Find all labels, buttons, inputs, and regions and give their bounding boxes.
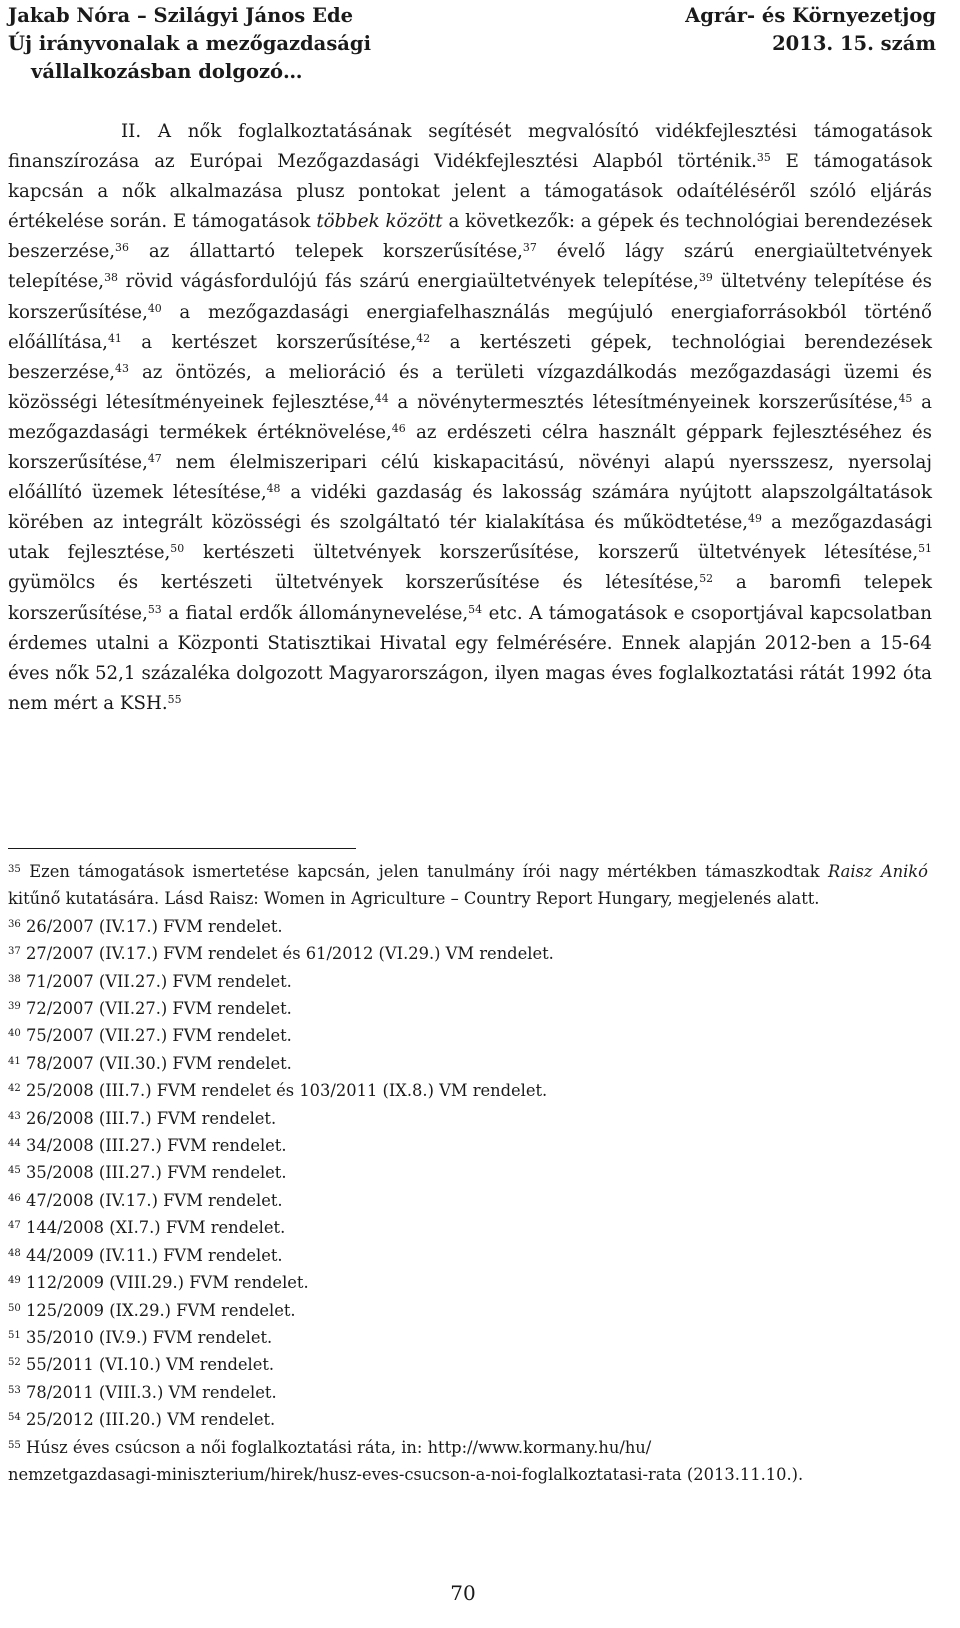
- footnote-text: 78/2011 (VIII.3.) VM rendelet.: [20, 1382, 277, 1402]
- footnote-text: 25/2008 (III.7.) FVM rendelet és 103/2011 (IX.8.) VM rendelet.: [20, 1081, 548, 1101]
- footnote-text: 112/2009 (VIII.29.) FVM rendelet.: [20, 1273, 309, 1293]
- footnote-ref[interactable]: 47: [147, 452, 162, 466]
- text-run: a növénytermesztés létesítményeinek korszerűsítése,: [388, 391, 899, 413]
- footnote-text: 78/2007 (VII.30.) FVM rendelet.: [20, 1053, 292, 1073]
- footnote-number: 43: [8, 1110, 21, 1122]
- footnote-ref[interactable]: 44: [374, 391, 389, 405]
- footnote-ref[interactable]: 50: [170, 542, 185, 556]
- footnote-ref[interactable]: 49: [748, 512, 762, 526]
- footnote-ref[interactable]: 36: [115, 241, 129, 255]
- footnote-text: 34/2008 (III.27.) FVM rendelet.: [20, 1136, 287, 1156]
- footnote-number: 52: [8, 1357, 21, 1369]
- header-title-line2: vállalkozásban dolgozó…: [31, 60, 303, 83]
- header-title-line1: Új irányvonalak a mezőgazdasági: [8, 32, 371, 55]
- footnote-text: Ezen támogatások ismertetése kapcsán, jelen tanulmány írói nagy mértékben támaszkodtak: [20, 862, 829, 881]
- footnote-number: 45: [8, 1165, 21, 1177]
- footnote-text: 125/2009 (IX.29.) FVM rendelet.: [20, 1300, 296, 1320]
- footnote-item: [8, 1159, 928, 1186]
- body-paragraph: [8, 117, 932, 719]
- footnote-ref[interactable]: 41: [107, 331, 122, 345]
- footnote-number: 55: [8, 1439, 21, 1451]
- footnote-text: 26/2008 (III.7.) FVM rendelet.: [20, 1108, 277, 1128]
- footnote-ref[interactable]: 55: [167, 692, 182, 706]
- footnote-number: 40: [8, 1028, 21, 1040]
- text-run: II. A nők foglalkoztatásának segítését megvalósító vidékfejlesztési támogatások finanszírozása az Európai Mezőgazdasági Vidékfejlesztési Alapból történik.: [8, 121, 932, 173]
- footnote-55: [8, 1434, 928, 1489]
- footnote-number: 42: [8, 1083, 21, 1095]
- footnote-number: 47: [8, 1220, 21, 1232]
- footnote-item: [8, 1379, 928, 1406]
- page-number: 70: [450, 1581, 476, 1605]
- text-run: a mezőgazdasági termékek értéknövelése,: [8, 391, 933, 443]
- footnote-item: [8, 1297, 928, 1324]
- footnote-ref[interactable]: 43: [115, 361, 129, 375]
- text-run: évelő lágy szárú energiaültetvények telepítése,: [8, 241, 932, 293]
- footnote-text: 44/2009 (IV.11.) FVM rendelet.: [20, 1245, 283, 1265]
- footnote-item: [8, 1269, 928, 1296]
- text-run: kertészeti ültetvények korszerűsítése, korszerű ültetvények létesítése,: [184, 542, 919, 564]
- footnote-url-link[interactable]: nemzetgazdasagi-miniszterium/hirek/husz-eves-csucson-a-noi-foglalkoztatasi-rata (2013.11.10.).: [8, 1464, 804, 1484]
- footnote-number: 54: [8, 1412, 21, 1424]
- emphasis-text: többek között: [316, 211, 443, 233]
- text-run: gyümölcs és kertészeti ültetvények korszerűsítése és létesítése,: [8, 572, 700, 594]
- footnote-text: 144/2008 (XI.7.) FVM rendelet.: [20, 1218, 286, 1238]
- footnote-number: 46: [8, 1192, 21, 1204]
- text-run: a kertészet korszerűsítése,: [121, 331, 417, 353]
- footnote-number: 49: [8, 1275, 21, 1287]
- footnote-item: [8, 1132, 928, 1159]
- footnote-number: 39: [8, 1000, 21, 1012]
- footnote-item: [8, 1351, 928, 1378]
- footnote-number: 41: [8, 1055, 21, 1067]
- footnote-number: 48: [8, 1247, 21, 1259]
- footnote-item: [8, 1105, 928, 1132]
- footnote-item: [8, 1324, 928, 1351]
- footnote-author-name: Raisz Anikó: [828, 862, 928, 881]
- footnote-item: [8, 1214, 928, 1241]
- text-run: etc. A támogatások e csoportjával kapcsolatban érdemes utalni a Központi Statisztikai Hivatal egy felmérésére. Ennek alapján 2012-ben a 15-64 éves nők 52,1 százaléka dolgozott Magyarországon, ilyen magas éves foglalkoztatási rátát 1992 óta nem mért a KSH.: [8, 602, 932, 714]
- footnote-ref[interactable]: 46: [391, 421, 406, 435]
- text-run: nem élelmiszeripari célú kiskapacitású, növényi alapú nyersszesz, nyersolaj előállító üzemek létesítése,: [8, 452, 932, 504]
- footnote-text: 27/2007 (IV.17.) FVM rendelet és 61/2012 (VI.29.) VM rendelet.: [20, 944, 554, 964]
- footnote-item: [8, 995, 928, 1022]
- text-run: a baromfi telepek korszerűsítése,: [8, 572, 932, 624]
- header-authors: Jakab Nóra – Szilágyi János Ede: [8, 4, 353, 27]
- footnote-text: 25/2012 (III.20.) VM rendelet.: [20, 1410, 276, 1430]
- footnote-item: [8, 1022, 928, 1049]
- text-run: a mezőgazdasági utak fejlesztése,: [8, 512, 933, 564]
- text-run: a vidéki gazdaság és lakosság számára nyújtott alapszolgáltatások körében az integrált közösségi és szolgáltató tér kialakítása és működtetése,: [8, 482, 932, 534]
- footnote-text: kitűnő kutatására. Lásd Raisz: Women in Agriculture – Country Report Hungary, megjelenés alatt.: [8, 889, 820, 909]
- footnote-ref[interactable]: 54: [468, 602, 483, 616]
- text-run: az állattartó telepek korszerűsítése,: [128, 241, 523, 263]
- text-run: a mezőgazdasági energiafelhasználás megújuló energiaforrásokból történő előállítása,: [8, 301, 932, 353]
- footnote-text: 47/2008 (IV.17.) FVM rendelet.: [20, 1190, 283, 1210]
- footnote-number: 50: [8, 1302, 21, 1314]
- footnote-item: [8, 1187, 928, 1214]
- footnote-text: 71/2007 (VII.27.) FVM rendelet.: [20, 971, 292, 991]
- running-header-authors: [8, 2, 528, 86]
- footnote-number: 35: [8, 863, 21, 875]
- footnote-35: [8, 858, 928, 913]
- footnote-item: [8, 1406, 928, 1433]
- footnote-ref[interactable]: 53: [147, 602, 162, 616]
- text-run: E támogatások kapcsán a nők alkalmazása plusz pontokat jelent a támogatások odaítéléséről szóló eljárás értékelése során. E támogatások: [8, 151, 932, 233]
- text-run: rövid vágásfordulójú fás szárú energiaültetvények telepítése,: [117, 271, 699, 293]
- footnote-text: 55/2011 (VI.10.) VM rendelet.: [20, 1355, 275, 1375]
- running-header-journal: [556, 2, 936, 58]
- footnote-number: 44: [8, 1138, 21, 1150]
- footnote-separator: [8, 848, 356, 849]
- text-run: az erdészeti célra használt géppark fejlesztéséhez és korszerűsítése,: [8, 421, 932, 474]
- footnote-item: [8, 1077, 928, 1104]
- footnotes: [8, 858, 928, 1488]
- text-run: a kertészeti gépek, technológiai berendezések beszerzése,: [8, 331, 933, 383]
- footnote-ref[interactable]: 48: [266, 482, 281, 496]
- footnote-item: [8, 1242, 928, 1269]
- footnote-ref[interactable]: 38: [104, 271, 118, 285]
- footnote-ref[interactable]: 52: [699, 572, 714, 586]
- footnote-item: [8, 940, 928, 967]
- footnote-ref[interactable]: 40: [147, 301, 162, 315]
- footnote-text: Húsz éves csúcson a női foglalkoztatási ráta, in: http://www.kormany.hu/hu/: [20, 1437, 652, 1457]
- footnote-item: [8, 913, 928, 940]
- footnote-text: 35/2008 (III.27.) FVM rendelet.: [20, 1163, 287, 1183]
- header-issue: 2013. 15. szám: [772, 32, 936, 55]
- footnote-ref[interactable]: 39: [698, 271, 713, 285]
- footnote-item: [8, 968, 928, 995]
- footnote-number: 37: [8, 946, 21, 958]
- footnote-number: 38: [8, 973, 21, 985]
- footnote-ref[interactable]: 42: [416, 331, 431, 345]
- footnote-ref[interactable]: 45: [898, 391, 913, 405]
- footnote-ref[interactable]: 37: [522, 241, 537, 255]
- header-journal-name: Agrár- és Környezetjog: [685, 4, 936, 27]
- footnote-number: 53: [8, 1384, 21, 1396]
- footnote-ref[interactable]: 51: [918, 542, 932, 556]
- footnote-item: [8, 1050, 928, 1077]
- footnote-text: 75/2007 (VII.27.) FVM rendelet.: [20, 1026, 292, 1046]
- text-run: a fiatal erdők állománynevelése,: [161, 602, 469, 624]
- footnote-number: 36: [8, 918, 21, 930]
- footnote-number: 51: [8, 1329, 21, 1341]
- text-run: ültetvény telepítése és korszerűsítése,: [8, 271, 932, 323]
- footnote-text: 72/2007 (VII.27.) FVM rendelet.: [20, 999, 292, 1019]
- text-run: a következők: a gépek és technológiai berendezések beszerzése,: [8, 211, 932, 263]
- footnote-text: 35/2010 (IV.9.) FVM rendelet.: [20, 1327, 273, 1347]
- footnote-text: 26/2007 (IV.17.) FVM rendelet.: [20, 916, 283, 936]
- footnote-ref[interactable]: 35: [756, 151, 771, 165]
- text-run: az öntözés, a melioráció és a területi vízgazdálkodás mezőgazdasági üzemi és közösségi létesítményeinek fejlesztése,: [8, 361, 932, 413]
